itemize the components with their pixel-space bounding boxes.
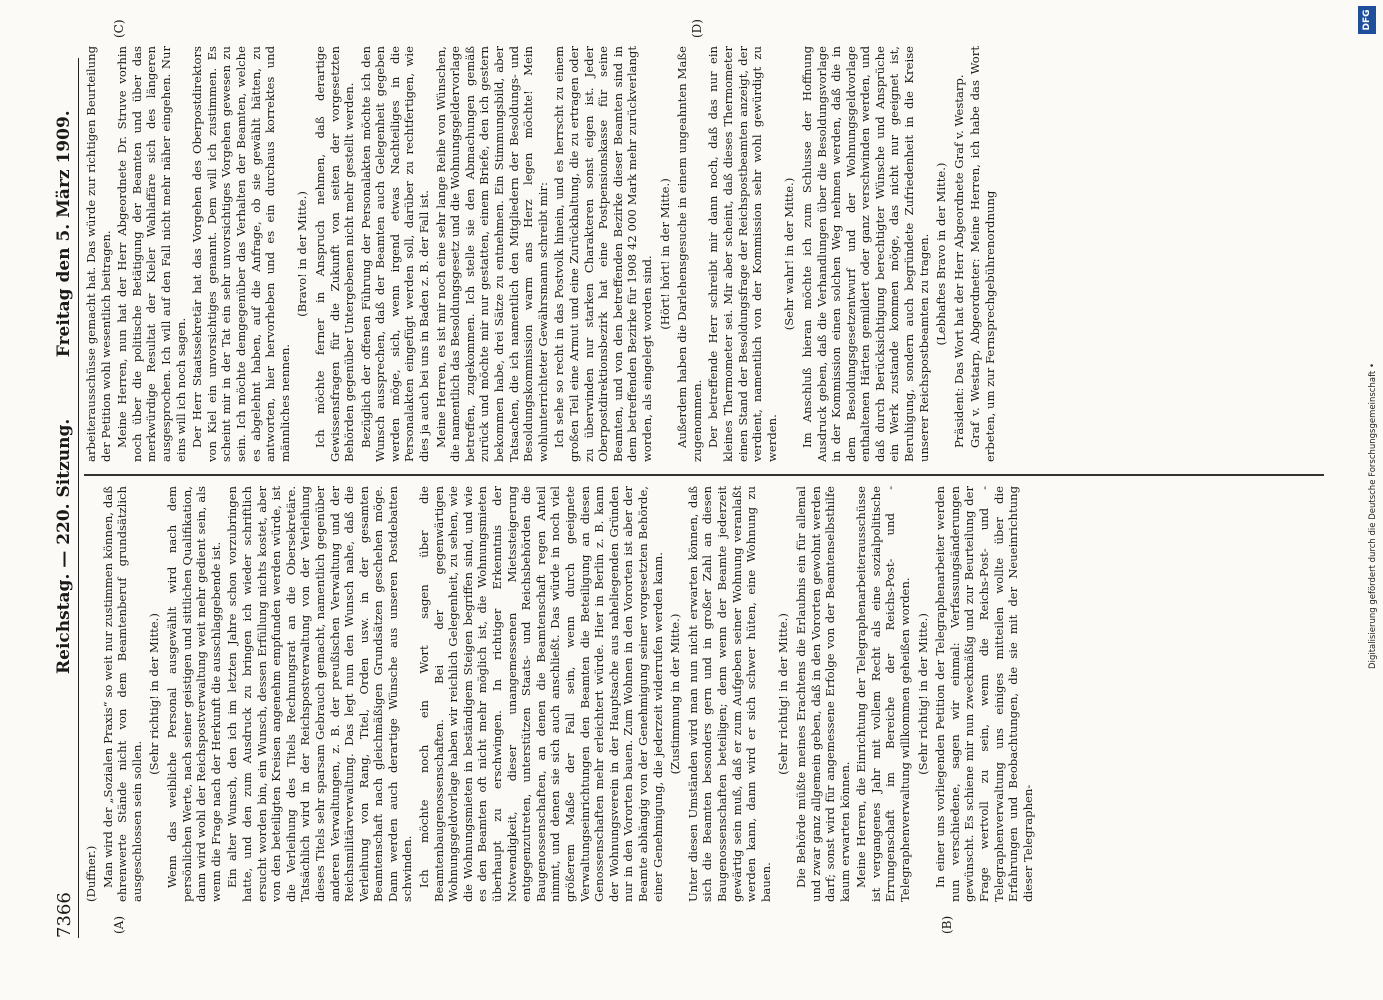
text-paragraph: Der Herr Staatssekretär hat das Vorgehen des Oberpostdirektors von Kiel ein unvorsichtiges genannt. Dem will ich zustimmen. Es scheint mir in der Tat ein sehr unvorsichtiges Vorgehen gewesen zu sein. Ich möchte demgegenüber das Verhalten der Beamten, welche es abgelehnt haben, auf die Anfrage, ob sie gewählt hätten, zu antworten, hier hervorheben und es ein durchaus korrektes und männliches nennen. [190,46,292,462]
text-paragraph: Meine Herren, die Einrichtung der Telegraphenarbeiterausschüsse ist vergangenes Jahr mit vollem Recht als eine sozialpolitische Errungenschaft im Bereiche der Reichs-Post- und -Telegraphenverwaltung willkommen geheißen worden. [854,486,913,902]
text-paragraph: Präsident: Das Wort hat der Herr Abgeordnete Graf v. Westarp. [951,74,966,448]
text-column-right [84,46,1294,462]
text-paragraph: Graf v. Westarp, Abgeordneter: Meine Herren, ich habe das Wort erbeten, um zur Fernsprechgebührenordnung [968,46,998,462]
text-paragraph: Der betreffende Herr schreibt mir dann noch, daß das nur ein kleines Thermometer sei. Mir aber scheint, daß dieses Thermometer einen Stand der Besoldungsfrage der Reichspostbeamten anzeigt, der verdient, namentlich von der Kommission sehr wohl gewürdigt zu werden. [706,46,779,462]
text-paragraph: In einer uns vorliegenden Petition der Telegraphenarbeiter werden nun verschiedene, sagen wir einmal: Verfassungsänderungen gewünscht. Es schiene mir nun zweckmäßig und zur Beurteilung der Frage wertvoll zu sein, wenn die Reichs-Post- und -Telegraphenverwaltung uns einiges mitteilen wollte über die Erfahrungen und Beobachtungen, die sie mit der Neueinrichtung dieser Telegraphen- [933,486,1035,902]
text-paragraph: Wenn das weibliche Personal ausgewählt wird nach dem persönlichen Werte, nach seiner geistigen und sittlichen Qualifikation, dann wird wohl der Reichspostverwaltung weit mehr gedient sein, als wenn die Frage nach der Herkunft die ausschlaggebende ist. [164,486,223,902]
interjection-paragraph: (Sehr richtig! in der Mitte.) [147,613,162,775]
interjection-paragraph: (Lebhaftes Bravo in der Mitte.) [934,162,949,346]
margin-marker-c: (C) [112,19,126,38]
text-paragraph: Meine Herren, es ist mir noch eine sehr lange Reihe von Wünschen, die namentlich das Besoldungsgesetz und die Wohnungsgeldervorlage betreffen, zugekommen. Ich stelle sie den Abmachungen gemäß zurück und möchte mir nur gestatten, einem Briefe, den ich gestern bekommen habe, drei Sätze zu entnehmen. Ein Stimmungsbild, aber Tatsachen, die ich namentlich den Mitgliedern der Besoldungs- und Besoldungskommission warm ans Herz legen möchte! Mein wohlunterrichteter Gewährsmann schreibt mir: [433,46,550,462]
text-column-left [84,486,1294,902]
text-paragraph: Meine Herren, nun hat der Herr Abgeordnete Dr. Struve vorhin noch über die politische Betätigung der Beamten und über das merkwürdige Resultat der Kieler Wahlaffäre sich des längeren ausgesprochen. Ich will auf den Fall nicht mehr näher eingehen. Nur eins will ich noch sagen. [115,46,188,462]
page-number: 7366 [54,892,75,938]
interjection-paragraph: (Sehr richtig! in der Mitte.) [776,613,791,775]
text-paragraph: Die Behörde müßte meines Erachtens die Erlaubnis ein für allemal und zwar ganz allgemein geben, daß in den Vororten gewohnt werden darf; sonst wird für angemessene Erfolge von der Beamtenselbsthilfe kaum erwarten können. [793,486,852,902]
interjection-paragraph: (Hört! hört! in der Mitte.) [657,178,672,330]
dfg-logo: DFG [1358,6,1376,34]
interjection-paragraph: (Bravo! in der Mitte.) [295,191,310,317]
text-paragraph: Bezüglich der offenen Führung der Personalakten möchte ich den Wunsch aussprechen, daß der Beamten auch Gelegenheit gegeben werden möge, sich, wenn irgend etwas Nachteiliges in die Personalakten eingefügt werden soll, darüber zu rechtfertigen, wie dies ja auch bei uns in Baden z. B. der Fall ist. [358,46,432,462]
running-header [52,58,79,938]
interjection-paragraph: (Zustimmung in der Mitte.) [668,613,683,775]
margin-marker-a: (A) [112,915,126,934]
header-session-title: Reichstag. — 220. Sitzung. [54,418,74,674]
margin-marker-d: (D) [690,19,704,38]
text-paragraph: Ich möchte noch ein Wort sagen über die Beamtenbaugenossenschaften. Bei der gegenwärtigen Wohnungsgeldvorlage haben wir reichlich Gelegenheit, zu sehen, wie die Wohnungsmieten in beständigem Steigen begriffen sind, und wie es den Beamten oft nicht mehr möglich ist, die Wohnungsmieten überhaupt zu erschwingen. In richtiger Erkenntnis der Notwendigkeit, dieser unangemessenen Mietssteigerung entgegenzutreten, unterstützen Staats- und Reichsbehörden die Baugenossenschaften, an denen die Beamtenschaft regen Anteil nimmt, und denen sie sich auch anschließt. Das würde in noch viel größerem Maße der Fall sein, wenn durch geeignete Verwaltungseinrichtungen den Beamten die Beteiligung an diesen Genossenschaften mehr erleichtert würde. Hier in Berlin z. B. kann der Wohnungsverein in der Hauptsache aus naheliegenden Gründen nur in den Vororten bauen. Zum Wohnen in den Vororten ist aber der Beamte abhängig von der Genehmigung seiner vorgesetzten Behörde, einer Genehmigung, die jederzeit widerrufen werden kann. [417,486,665,902]
text-paragraph: Im Anschluß hieran möchte ich zum Schlusse der Hoffnung Ausdruck geben, daß die Verhandlungen über die Besoldungsvorlage in der Kommission einen solchen Weg nehmen werden, daß die in dem Besoldungsgesetzentwurf und der Wohnungsgeldvorlage enthaltenen Härten gemildert oder ganz verschwinden werden, und daß durch Berücksichtigung berechtigter Wünsche und Ansprüche ein Werk zustande kommen möge, das nicht nur geeignet ist, Beruhigung, sondern auch begründete Zufriedenheit in die Kreise unserer Reichspostbeamten zu tragen. [799,46,931,462]
text-paragraph: Ich möchte ferner in Anspruch nehmen, daß derartige Gewissensfragen für die Zukunft von seiten der vorgesetzten Behörden gegenüber Untergebenen nicht mehr gestellt werden. [312,46,357,462]
margin-marker-b: (B) [940,915,954,934]
header-date: Freitag den 5. März 1909. [54,110,74,358]
text-paragraph: arbeiterausschüsse gemacht hat. Das würde zur richtigen Beurteilung der Petition wohl wesentlich beitragen. [84,46,113,462]
interjection-paragraph: (Sehr wahr! in der Mitte.) [782,177,797,331]
digitization-credit: Digitalisierung gefördert durch die Deutsche Forschungsgemeinschaft • [1368,363,1378,669]
text-paragraph: Außerdem haben die Darlehensgesuche in einem ungeahnten Maße zugenommen. [675,46,704,462]
text-paragraph: Man wird der „Sozialen Praxis“ so weit nur zustimmen können, daß ehrenwerte Stände nicht von dem Beamtenberuf grundsätzlich ausgeschlossen sein sollen. [100,486,144,902]
interjection-paragraph: (Sehr richtig! in der Mitte.) [915,613,930,775]
text-paragraph: Unter diesen Umständen wird man nun nicht erwarten können, daß sich die Beamten besonders gern und in großer Zahl an diesen Baugenossenschaften beteiligen; denn wenn der Beamte jederzeit gewärtig sein muß, daß er zum Aufgeben seiner Wohnung veranlaßt werden kann, dann wird er sich schwer hüten, eine Wohnung zu bauen. [685,486,773,902]
text-paragraph: Ein alter Wunsch, den ich im letzten Jahre schon vorzubringen hatte, und den zum Ausdruck zu bringen ich wieder schriftlich ersucht worden bin, ein Wunsch, dessen Erfüllung nichts kostet, aber von den beteiligten Kreisen angenehm empfunden werden würde, ist die Verleihung des Titels Rechnungsrat an die Obersekretäre. Tatsächlich wird in der Reichspostverwaltung von der Verleihung dieses Titels sehr sparsam Gebrauch gemacht, namentlich gegenüber anderen Verwaltungen, z. B. der preußischen Verwaltung und der Reichsmilitärverwaltung. Das legt nun den Wunsch nahe, daß die Verleihung von Rang, Titel, Orden usw. in der gesamten Beamtenschaft nach gleichmäßigen Grundsätzen geschehen möge. Dann werden auch derartige Wünsche aus unseren Postdebatten schwinden. [225,486,415,902]
text-paragraph: Ich sehe so recht in das Postvolk hinein, und es herrscht zu einem großen Teil eine Armut und eine Zurückhaltung, die zu ertragen oder zu überwinden nur starken Charakteren sonst eigen ist. Jeder Oberpostdirektionsbezirk hat eine Postpensionskasse für seine Beamten, und von den betreffenden Bezirke dieser Beamten sind in dem betreffenden Bezirke für 1908 42 000 Mark mehr zurückverlangt worden, als eingelegt worden sind. [552,46,654,462]
text-paragraph: (Duffner.) [84,845,98,902]
column-divider [84,474,1324,476]
